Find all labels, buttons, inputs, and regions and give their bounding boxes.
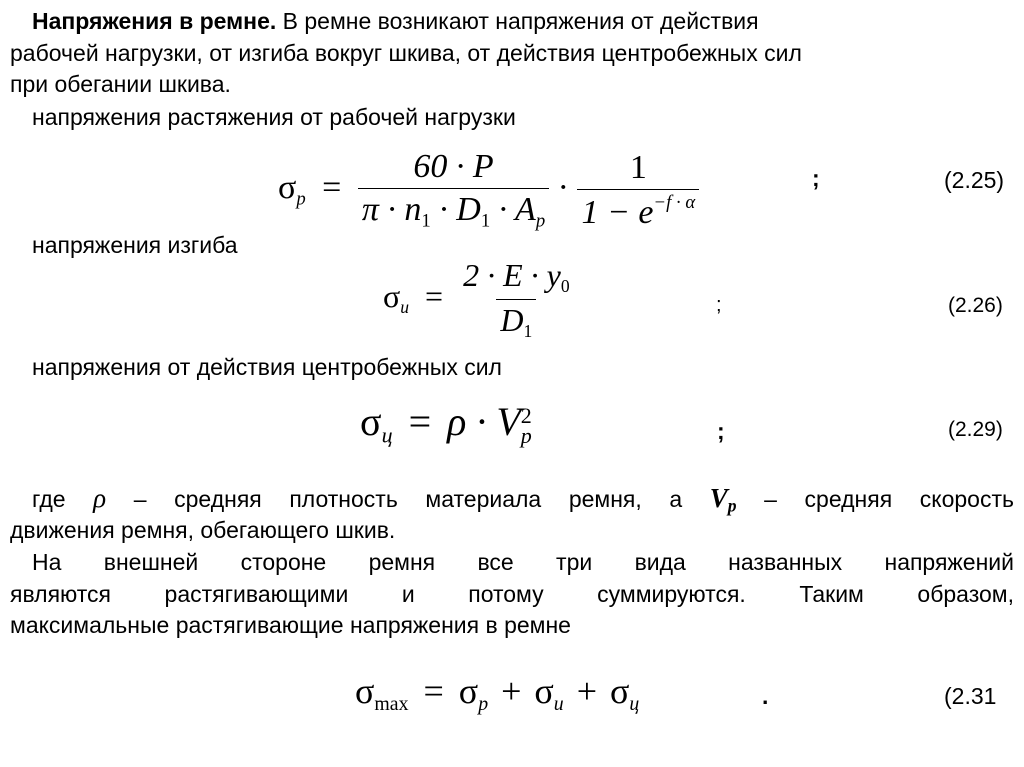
eq3-semicolon: ;	[717, 418, 725, 444]
equation-2-31: $\sigma\max = \sigma_р + \sigma_и + \sigma_ц$	[355, 671, 640, 715]
explanation-line-2: движения ремня, обегающего шкив.	[10, 517, 396, 543]
eq3-number: (2.29)	[948, 418, 1003, 441]
intro-text: В ремне возникают напряжения от действия	[276, 8, 759, 34]
eq4-number: (2.31	[944, 683, 997, 709]
conclusion-line-2: являются растягивающими и потому суммируются. Таким образом,	[10, 581, 1014, 607]
bending-label: напряжения изгиба	[32, 232, 238, 258]
eq2-semicolon: ;	[716, 294, 722, 316]
eq1-lhs: $\sigma_p$	[278, 169, 306, 210]
tension-label: напряжения растяжения от рабочей нагрузки	[32, 104, 516, 130]
conclusion-paragraph	[10, 549, 1014, 576]
explanation-line-1: где ρ – средняя плотность материала ремня, а Vp – средняя скорость	[32, 483, 1014, 516]
intro-line-2: рабочей нагрузки, от изгиба вокруг шкива, от действия центробежных сил	[10, 40, 802, 66]
eq1-number: (2.25)	[944, 167, 1005, 193]
eq1-fraction-1: $\frac{60 \cdot P}{\pi \cdot n1 \cdot D1 \cdot A_p}$	[358, 148, 549, 233]
equation-2-25: $\sigma_p$ = $\frac{60 \cdot P}{\pi \cdot n1 \cdot D1 \cdot A_p}$ · $\frac{1}{1 - e^{-f \cdot \alpha}}$	[278, 148, 699, 233]
eq1-semicolon: ;	[812, 165, 820, 191]
eq2-number: (2.26)	[948, 294, 1003, 317]
explanation-paragraph	[10, 485, 1014, 519]
equation-2-26: $\sigma_и$ = $\frac{2 \cdot E \cdot y0}{D1}$	[383, 257, 574, 342]
section-title: Напряжения в ремне.	[32, 8, 277, 34]
equation-2-29: $\sigma_ц = \rho \cdot V$ 2 p	[360, 399, 532, 448]
centrifugal-label: напряжения от действия центробежных сил	[32, 354, 502, 380]
eq2-fraction: $\frac{2 \cdot E \cdot y0}{D1}$	[463, 257, 570, 342]
conclusion-paragraph-2	[10, 581, 1014, 608]
conclusion-line-3: максимальные растягивающие напряжения в ремне	[10, 612, 571, 638]
intro-line-3: при обегании шкива.	[10, 71, 231, 97]
conclusion-line-1: На внешней стороне ремня все три вида названных напряжений	[32, 549, 1014, 575]
eq4-period: .	[762, 683, 769, 709]
intro-line-1	[32, 8, 759, 35]
eq1-fraction-2: $\frac{1}{1 - e^{-f \cdot \alpha}}$	[577, 149, 699, 232]
eq2-lhs: $\sigma_и$	[383, 278, 410, 318]
